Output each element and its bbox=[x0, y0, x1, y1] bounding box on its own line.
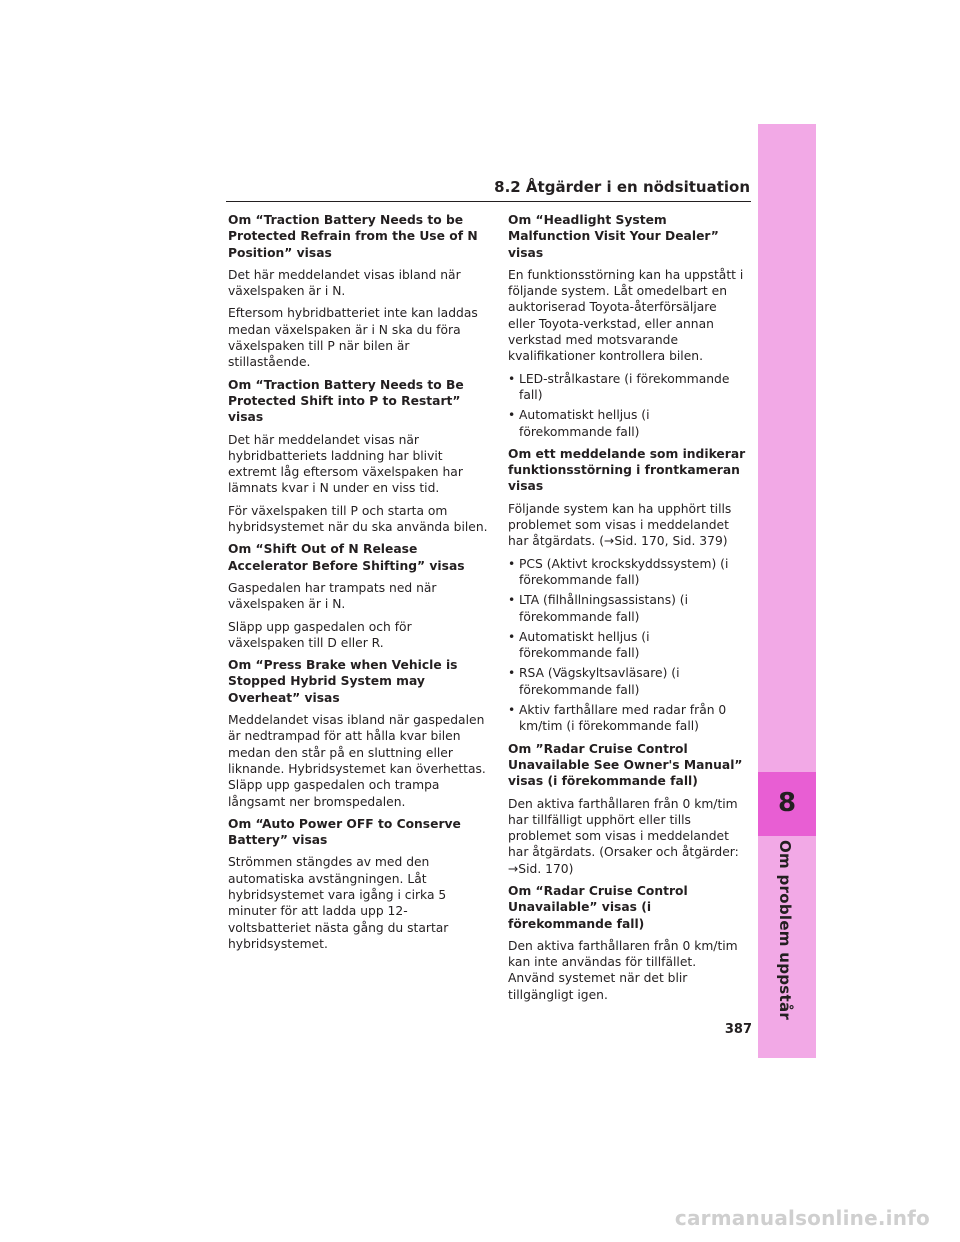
paragraph: Den aktiva farthållaren från 0 km/tim kan inte användas för tillfället. Använd systemet när det blir tillgängligt igen. bbox=[508, 938, 738, 1002]
paragraph: Det här meddelandet visas när hybridbatteriets laddning har blivit extremt låg eftersom växelspaken har lämnats kvar i N under en viss tid. bbox=[228, 432, 463, 496]
message-heading: Om “Headlight System Malfunction Visit Your Dealer” visas bbox=[508, 213, 719, 260]
message-heading: Om “Shift Out of N Release Accelerator Before Shifting” visas bbox=[228, 542, 465, 573]
paragraph: Eftersom hybridbatteriet inte kan laddas medan växelspaken är i N ska du föra växelspaken till P när bilen är stillastående. bbox=[228, 306, 478, 370]
left-column bbox=[228, 212, 488, 958]
chapter-title: Om problem uppstår bbox=[776, 840, 794, 1021]
section-title: 8.2 Åtgärder i en nödsituation bbox=[494, 178, 750, 196]
message-heading: Om ett meddelande som indikerar funktionsstörning i frontkameran visas bbox=[508, 446, 746, 494]
list-item: • Automatiskt helljus (i förekommande fall) bbox=[508, 407, 746, 440]
list-item: • RSA (Vägskyltsavläsare) (i förekommande fall) bbox=[508, 665, 746, 698]
message-heading: Om ”Radar Cruise Control Unavailable See Owner's Manual” visas (i förekommande fall) bbox=[508, 741, 743, 789]
system-list bbox=[508, 556, 746, 735]
system-list bbox=[508, 371, 746, 440]
paragraph: Gaspedalen har trampats ned när växelspaken är i N. bbox=[228, 580, 437, 612]
list-item: • LED-strålkastare (i förekommande fall) bbox=[508, 371, 746, 404]
paragraph: För växelspaken till P och starta om hybridsystemet när du ska använda bilen. bbox=[228, 503, 488, 535]
header-divider bbox=[226, 201, 751, 202]
watermark: carmanualsonline.info bbox=[674, 1206, 930, 1230]
message-heading: Om “Traction Battery Needs to Be Protected Shift into P to Restart” visas bbox=[228, 377, 464, 425]
list-item: • Automatiskt helljus (i förekommande fall) bbox=[508, 629, 746, 662]
paragraph: Meddelandet visas ibland när gaspedalen är nedtrampad för att hålla kvar bilen medan den står på en sluttning eller liknande. Hybridsystemet kan överhettas. Släpp upp gaspedalen och trampa långsamt ner bromspedalen. bbox=[228, 713, 486, 809]
list-item: • PCS (Aktivt krockskyddssystem) (i förekommande fall) bbox=[508, 556, 746, 589]
list-item: • Aktiv farthållare med radar från 0 km/tim (i förekommande fall) bbox=[508, 702, 746, 735]
page-number: 387 bbox=[724, 1022, 752, 1037]
paragraph: Det här meddelandet visas ibland när växelspaken är i N. bbox=[228, 267, 461, 299]
message-heading: Om “Auto Power OFF to Conserve Battery” visas bbox=[228, 816, 461, 848]
paragraph: Den aktiva farthållaren från 0 km/tim har tillfälligt upphört eller tills problemet som visas i meddelandet har åtgärdats. (Orsaker och åtgärder: →Sid. 170) bbox=[508, 796, 739, 876]
paragraph: Släpp upp gaspedalen och för växelspaken till D eller R. bbox=[228, 619, 412, 650]
chapter-number: 8 bbox=[777, 788, 797, 818]
message-heading: Om “Press Brake when Vehicle is Stopped Hybrid System may Overheat” visas bbox=[228, 658, 458, 705]
paragraph: En funktionsstörning kan ha uppstått i följande system. Låt omedelbart en auktoriserad Toyota-återförsäljare eller Toyota-verkstad, eller annan verkstad med motsvarande kvalifikationer kontrollera bilen. bbox=[508, 267, 744, 364]
paragraph: Strömmen stängdes av med den automatiska avstängningen. Låt hybridsystemet vara igång i cirka 5 minuter för att ladda upp 12-voltsbatteriet nästa gång du startar hybridsystemet. bbox=[228, 855, 449, 951]
message-heading: Om “Radar Cruise Control Unavailable” visas (i förekommande fall) bbox=[508, 883, 688, 931]
message-heading: Om “Traction Battery Needs to be Protected Refrain from the Use of N Position” visas bbox=[228, 213, 478, 260]
paragraph: Följande system kan ha upphört tills problemet som visas i meddelandet har åtgärdats. (→Sid. 170, Sid. 379) bbox=[508, 501, 732, 549]
right-column bbox=[508, 212, 746, 1009]
list-item: • LTA (filhållningsassistans) (i förekommande fall) bbox=[508, 592, 746, 625]
